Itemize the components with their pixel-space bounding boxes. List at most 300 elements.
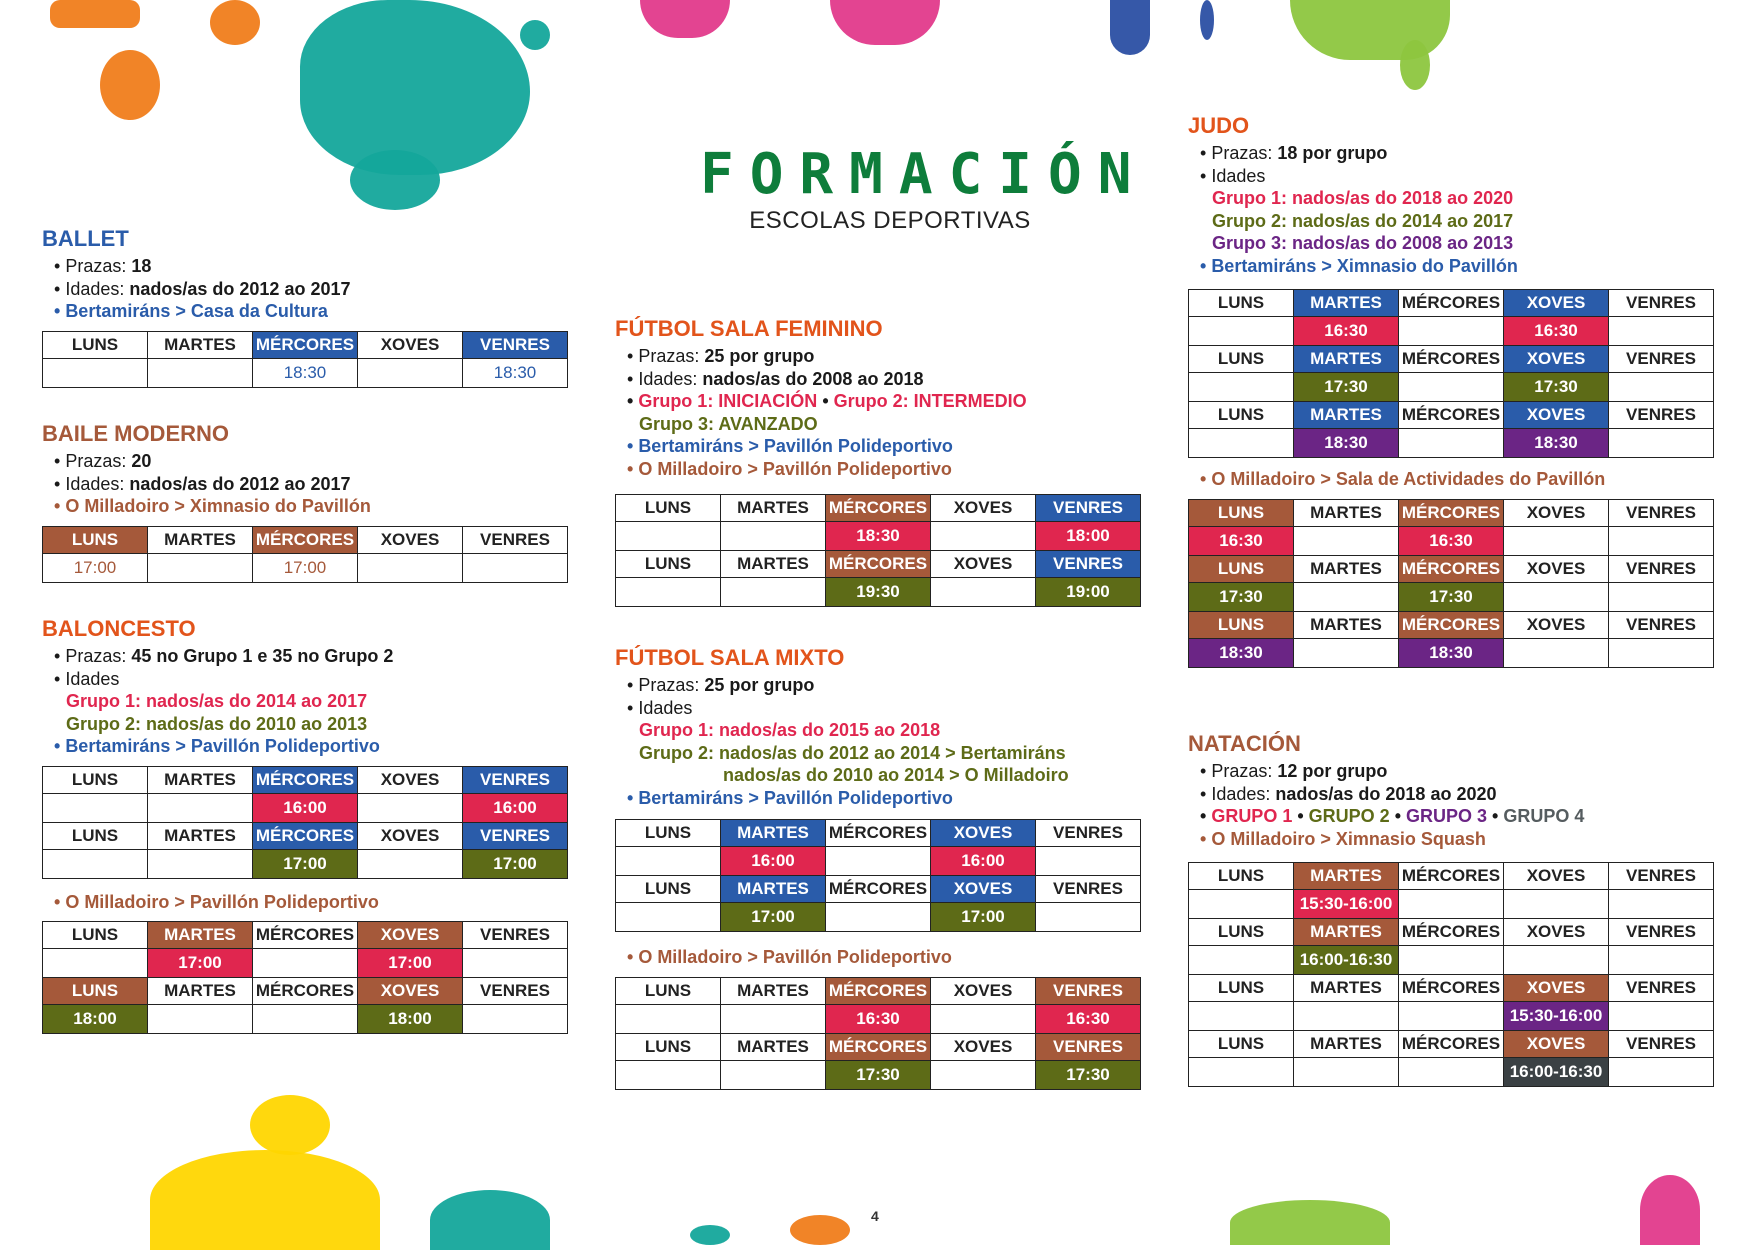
time-row xyxy=(616,578,1141,607)
page-header xyxy=(700,142,1148,235)
day-header-cell: VENRES xyxy=(463,526,568,553)
time-row xyxy=(43,358,568,387)
page-subtitle: ESCOLAS DEPORTIVAS xyxy=(749,207,1031,234)
time-slot-cell: 18:30 xyxy=(826,522,931,551)
empty-cell xyxy=(358,849,463,878)
day-header-cell: VENRES xyxy=(1036,495,1141,522)
day-header-cell: VENRES xyxy=(1609,290,1714,317)
time-slot-cell: 18:30 xyxy=(1399,638,1504,667)
day-header-cell: XOVES xyxy=(931,876,1036,903)
day-header-cell: MÉRCORES xyxy=(826,495,931,522)
section-title: BALLET xyxy=(42,226,129,251)
day-header-cell: LUNS xyxy=(1189,402,1294,429)
day-header-cell: MARTES xyxy=(148,766,253,793)
time-row xyxy=(43,793,568,822)
section-ballet xyxy=(42,226,568,388)
grupo1-line: Grupo 1: nados/as do 2015 ao 2018 xyxy=(639,720,941,740)
empty-cell xyxy=(1294,582,1399,611)
empty-cell xyxy=(1504,946,1609,975)
empty-cell xyxy=(358,358,463,387)
empty-cell xyxy=(253,1005,358,1034)
day-header-cell: MÉRCORES xyxy=(253,922,358,949)
time-row xyxy=(1189,638,1714,667)
time-slot-cell: 16:00 xyxy=(253,793,358,822)
day-header-cell: XOVES xyxy=(1504,555,1609,582)
grupo1-line: Grupo 1: nados/as do 2014 ao 2017 xyxy=(66,691,368,711)
section-title: NATACIÓN xyxy=(1188,731,1301,756)
time-slot-cell: 16:00-16:30 xyxy=(1504,1058,1609,1087)
idades-line: • Idades: nados/as do 2012 ao 2017 xyxy=(54,278,351,299)
grupo1-line: Grupo 1: nados/as do 2018 ao 2020 xyxy=(1212,188,1514,208)
empty-cell xyxy=(826,903,931,932)
time-slot-cell: 16:30 xyxy=(1504,317,1609,346)
day-header-cell: MÉRCORES xyxy=(826,820,931,847)
empty-cell xyxy=(1609,1058,1714,1087)
empty-cell xyxy=(1609,638,1714,667)
day-header-cell: MARTES xyxy=(1294,499,1399,526)
empty-cell xyxy=(148,358,253,387)
schedule-table xyxy=(615,819,1141,932)
day-header-cell: VENRES xyxy=(1609,611,1714,638)
time-row xyxy=(616,1060,1141,1089)
location-line: • O Milladoiro > Pavillón Polideportivo xyxy=(627,947,952,967)
day-header-row xyxy=(43,766,568,793)
time-slot-cell: 17:00 xyxy=(43,553,148,582)
empty-cell xyxy=(1504,890,1609,919)
day-header-row xyxy=(616,495,1141,522)
empty-cell xyxy=(931,522,1036,551)
prazas-line: • Prazas: 45 no Grupo 1 e 35 no Grupo 2 xyxy=(54,646,394,666)
location-line: • O Milladoiro > Pavillón Polideportivo xyxy=(627,458,952,479)
section-baile-moderno xyxy=(42,421,568,583)
day-header-cell: MARTES xyxy=(148,526,253,553)
day-header-row xyxy=(1189,555,1714,582)
location-line: • Bertamiráns > Pavillón Polideportivo xyxy=(627,436,953,456)
day-header-row xyxy=(1189,290,1714,317)
day-header-cell: LUNS xyxy=(43,822,148,849)
time-row xyxy=(1189,1058,1714,1087)
empty-cell xyxy=(148,1005,253,1034)
day-header-cell: XOVES xyxy=(358,978,463,1005)
empty-cell xyxy=(358,553,463,582)
day-header-cell: MARTES xyxy=(148,331,253,358)
day-header-cell: XOVES xyxy=(358,766,463,793)
prazas-line: • Prazas: 25 por grupo xyxy=(627,675,815,695)
schedule-table xyxy=(42,331,568,388)
section-title: FÚTBOL SALA FEMININO xyxy=(615,316,883,341)
time-slot-cell: 19:00 xyxy=(1036,578,1141,607)
time-slot-cell: 17:30 xyxy=(1504,373,1609,402)
day-header-cell: LUNS xyxy=(1189,863,1294,890)
time-slot-cell: 17:00 xyxy=(463,849,568,878)
empty-cell xyxy=(43,358,148,387)
empty-cell xyxy=(1609,890,1714,919)
empty-cell xyxy=(1036,903,1141,932)
empty-cell xyxy=(1399,373,1504,402)
day-header-cell: LUNS xyxy=(43,978,148,1005)
empty-cell xyxy=(1189,317,1294,346)
day-header-cell: VENRES xyxy=(1609,555,1714,582)
day-header-cell: MARTES xyxy=(1294,919,1399,946)
empty-cell xyxy=(1609,946,1714,975)
day-header-cell: VENRES xyxy=(1609,1031,1714,1058)
day-header-cell: VENRES xyxy=(1036,977,1141,1004)
time-row xyxy=(616,903,1141,932)
grupo3-line: Grupo 3: nados/as do 2008 ao 2013 xyxy=(1212,233,1514,253)
day-header-cell: XOVES xyxy=(1504,611,1609,638)
empty-cell xyxy=(1294,1002,1399,1031)
time-row xyxy=(1189,1002,1714,1031)
location-line: • O Milladoiro > Sala de Actividades do Pavillón xyxy=(1200,469,1606,489)
day-header-cell: XOVES xyxy=(358,526,463,553)
location-line: • Bertamiráns > Casa da Cultura xyxy=(54,301,328,321)
day-header-cell: VENRES xyxy=(1609,499,1714,526)
day-header-cell: MÉRCORES xyxy=(826,551,931,578)
day-header-cell: XOVES xyxy=(1504,402,1609,429)
location-line: • O Milladoiro > Pavillón Polideportivo xyxy=(54,891,379,912)
day-header-cell: MÉRCORES xyxy=(1399,402,1504,429)
schedule-table xyxy=(1188,499,1714,668)
empty-cell xyxy=(1609,582,1714,611)
day-header-cell: MARTES xyxy=(721,977,826,1004)
section-title: JUDO xyxy=(1188,113,1250,138)
empty-cell xyxy=(931,578,1036,607)
time-slot-cell: 16:30 xyxy=(1399,526,1504,555)
empty-cell xyxy=(463,949,568,978)
day-header-row xyxy=(1189,499,1714,526)
time-slot-cell: 17:30 xyxy=(1399,582,1504,611)
time-slot-cell: 17:00 xyxy=(721,903,826,932)
time-slot-cell: 16:30 xyxy=(1189,526,1294,555)
day-header-cell: MARTES xyxy=(1294,1031,1399,1058)
day-header-cell: LUNS xyxy=(43,766,148,793)
time-slot-cell: 16:00 xyxy=(721,847,826,876)
time-slot-cell: 18:00 xyxy=(1036,522,1141,551)
time-slot-cell: 18:30 xyxy=(1189,638,1294,667)
empty-cell xyxy=(1189,429,1294,458)
time-slot-cell: 17:00 xyxy=(253,553,358,582)
day-header-cell: VENRES xyxy=(463,822,568,849)
day-header-cell: LUNS xyxy=(1189,290,1294,317)
day-header-row xyxy=(43,922,568,949)
schedule-table xyxy=(42,921,568,1034)
time-slot-cell: 18:30 xyxy=(1294,429,1399,458)
empty-cell xyxy=(721,522,826,551)
empty-cell xyxy=(1504,582,1609,611)
grupo2-line: Grupo 2: nados/as do 2012 ao 2014 > Bertamiráns xyxy=(639,742,1066,763)
time-row xyxy=(616,1004,1141,1033)
section-futbol-sala-mixto xyxy=(615,645,1141,1090)
day-header-cell: VENRES xyxy=(1609,863,1714,890)
day-header-cell: XOVES xyxy=(358,331,463,358)
day-header-cell: MARTES xyxy=(148,822,253,849)
time-slot-cell: 18:00 xyxy=(358,1005,463,1034)
day-header-cell: XOVES xyxy=(1504,290,1609,317)
day-header-cell: VENRES xyxy=(1036,551,1141,578)
day-header-row xyxy=(616,1033,1141,1060)
day-header-cell: LUNS xyxy=(1189,499,1294,526)
day-header-cell: MARTES xyxy=(721,495,826,522)
day-header-cell: VENRES xyxy=(1609,975,1714,1002)
empty-cell xyxy=(1189,373,1294,402)
day-header-cell: XOVES xyxy=(931,1033,1036,1060)
day-header-row xyxy=(616,977,1141,1004)
empty-cell xyxy=(148,849,253,878)
day-header-cell: MARTES xyxy=(1294,975,1399,1002)
location-line: • Bertamiráns > Ximnasio do Pavillón xyxy=(1200,255,1518,276)
day-header-cell: MARTES xyxy=(1294,290,1399,317)
grupo3-line: Grupo 3: AVANZADO xyxy=(639,413,818,434)
day-header-cell: XOVES xyxy=(1504,863,1609,890)
time-slot-cell: 17:00 xyxy=(931,903,1036,932)
day-header-cell: MÉRCORES xyxy=(1399,975,1504,1002)
day-header-cell: MÉRCORES xyxy=(826,977,931,1004)
empty-cell xyxy=(43,849,148,878)
day-header-cell: MARTES xyxy=(1294,863,1399,890)
day-header-cell: MARTES xyxy=(1294,555,1399,582)
location-line: • O Milladoiro > Ximnasio Squash xyxy=(1200,828,1486,849)
time-row xyxy=(1189,582,1714,611)
empty-cell xyxy=(43,793,148,822)
location-line: • Bertamiráns > Pavillón Polideportivo xyxy=(627,787,953,808)
schedule-table xyxy=(42,526,568,583)
empty-cell xyxy=(1609,317,1714,346)
empty-cell xyxy=(616,522,721,551)
day-header-cell: MARTES xyxy=(721,1033,826,1060)
day-header-cell: MÉRCORES xyxy=(253,978,358,1005)
day-header-cell: MÉRCORES xyxy=(826,1033,931,1060)
day-header-cell: VENRES xyxy=(463,331,568,358)
time-slot-cell: 17:30 xyxy=(1294,373,1399,402)
empty-cell xyxy=(253,949,358,978)
day-header-cell: VENRES xyxy=(1036,820,1141,847)
time-slot-cell: 15:30-16:00 xyxy=(1504,1002,1609,1031)
day-header-cell: MÉRCORES xyxy=(253,822,358,849)
page-number: 4 xyxy=(871,1208,879,1224)
day-header-cell: MÉRCORES xyxy=(1399,499,1504,526)
day-header-cell: LUNS xyxy=(1189,346,1294,373)
day-header-cell: LUNS xyxy=(1189,1031,1294,1058)
day-header-cell: XOVES xyxy=(1504,975,1609,1002)
empty-cell xyxy=(1294,526,1399,555)
day-header-cell: XOVES xyxy=(1504,919,1609,946)
empty-cell xyxy=(1609,526,1714,555)
day-header-cell: LUNS xyxy=(43,922,148,949)
day-header-cell: XOVES xyxy=(931,977,1036,1004)
day-header-cell: MÉRCORES xyxy=(1399,611,1504,638)
day-header-row xyxy=(1189,402,1714,429)
day-header-cell: MARTES xyxy=(721,820,826,847)
empty-cell xyxy=(1294,1058,1399,1087)
day-header-cell: VENRES xyxy=(1609,346,1714,373)
location-line: • O Milladoiro > Ximnasio do Pavillón xyxy=(54,496,371,516)
day-header-cell: LUNS xyxy=(1189,555,1294,582)
prazas-line: • Prazas: 18 por grupo xyxy=(1200,143,1388,163)
day-header-row xyxy=(1189,611,1714,638)
time-slot-cell: 18:30 xyxy=(253,358,358,387)
grupo2-line: Grupo 2: nados/as do 2014 ao 2017 xyxy=(1212,210,1514,231)
section-title: FÚTBOL SALA MIXTO xyxy=(615,645,845,670)
day-header-cell: VENRES xyxy=(1036,1033,1141,1060)
empty-cell xyxy=(1189,1002,1294,1031)
time-row xyxy=(1189,429,1714,458)
day-header-cell: MÉRCORES xyxy=(253,766,358,793)
day-header-cell: MÉRCORES xyxy=(1399,555,1504,582)
day-header-row xyxy=(616,876,1141,903)
time-slot-cell: 16:00 xyxy=(463,793,568,822)
time-slot-cell: 17:30 xyxy=(1189,582,1294,611)
day-header-cell: XOVES xyxy=(931,820,1036,847)
empty-cell xyxy=(1609,1002,1714,1031)
day-header-cell: XOVES xyxy=(1504,346,1609,373)
day-header-cell: XOVES xyxy=(1504,1031,1609,1058)
time-row xyxy=(1189,526,1714,555)
day-header-row xyxy=(43,331,568,358)
time-slot-cell: 17:30 xyxy=(1036,1060,1141,1089)
day-header-cell: MARTES xyxy=(148,978,253,1005)
empty-cell xyxy=(1399,1058,1504,1087)
idades-line: • Idades: nados/as do 2018 ao 2020 xyxy=(1200,783,1497,804)
day-header-row xyxy=(1189,919,1714,946)
day-header-cell: LUNS xyxy=(616,551,721,578)
idades-line: • Idades xyxy=(627,697,693,718)
day-header-cell: MARTES xyxy=(1294,611,1399,638)
prazas-line: • Prazas: 12 por grupo xyxy=(1200,761,1388,781)
day-header-cell: VENRES xyxy=(1609,919,1714,946)
day-header-cell: LUNS xyxy=(1189,611,1294,638)
schedule-table xyxy=(1188,289,1714,458)
empty-cell xyxy=(616,578,721,607)
empty-cell xyxy=(931,1060,1036,1089)
empty-cell xyxy=(148,793,253,822)
time-slot-cell: 18:30 xyxy=(1504,429,1609,458)
time-slot-cell: 16:00 xyxy=(931,847,1036,876)
day-header-row xyxy=(1189,1031,1714,1058)
time-slot-cell: 15:30-16:00 xyxy=(1294,890,1399,919)
empty-cell xyxy=(43,949,148,978)
time-slot-cell: 17:00 xyxy=(148,949,253,978)
section-judo xyxy=(1188,113,1714,668)
day-header-cell: VENRES xyxy=(1036,876,1141,903)
empty-cell xyxy=(616,847,721,876)
grupos-line: • GRUPO 1 • GRUPO 2 • GRUPO 3 • GRUPO 4 xyxy=(1200,806,1585,826)
day-header-cell: XOVES xyxy=(931,551,1036,578)
time-slot-cell: 16:30 xyxy=(1036,1004,1141,1033)
prazas-line: • Prazas: 18 xyxy=(54,256,152,276)
empty-cell xyxy=(616,1060,721,1089)
empty-cell xyxy=(1609,429,1714,458)
day-header-cell: XOVES xyxy=(931,495,1036,522)
time-row xyxy=(43,849,568,878)
empty-cell xyxy=(1399,429,1504,458)
day-header-cell: VENRES xyxy=(463,922,568,949)
day-header-cell: XOVES xyxy=(358,922,463,949)
day-header-row xyxy=(616,551,1141,578)
time-slot-cell: 18:00 xyxy=(43,1005,148,1034)
idades-line: • Idades: nados/as do 2008 ao 2018 xyxy=(627,368,924,389)
day-header-row xyxy=(43,526,568,553)
time-row xyxy=(43,1005,568,1034)
day-header-cell: LUNS xyxy=(616,1033,721,1060)
empty-cell xyxy=(1399,317,1504,346)
day-header-cell: LUNS xyxy=(616,820,721,847)
day-header-cell: LUNS xyxy=(1189,919,1294,946)
day-header-cell: XOVES xyxy=(1504,499,1609,526)
empty-cell xyxy=(463,553,568,582)
day-header-cell: MÉRCORES xyxy=(253,331,358,358)
section-baloncesto xyxy=(42,616,568,1034)
time-slot-cell: 16:30 xyxy=(1294,317,1399,346)
time-slot-cell: 18:30 xyxy=(463,358,568,387)
empty-cell xyxy=(721,1060,826,1089)
schedule-table xyxy=(1188,862,1714,1087)
day-header-cell: MÉRCORES xyxy=(1399,290,1504,317)
day-header-row xyxy=(616,820,1141,847)
time-slot-cell: 17:30 xyxy=(826,1060,931,1089)
day-header-cell: MÉRCORES xyxy=(1399,346,1504,373)
time-row xyxy=(1189,317,1714,346)
day-header-cell: MARTES xyxy=(1294,346,1399,373)
grupo2-line: Grupo 2: nados/as do 2010 ao 2013 xyxy=(66,713,368,734)
location-line: • Bertamiráns > Pavillón Polideportivo xyxy=(54,736,380,756)
day-header-cell: LUNS xyxy=(616,495,721,522)
section-title: BALONCESTO xyxy=(42,616,196,641)
day-header-cell: MÉRCORES xyxy=(253,526,358,553)
schedule-table xyxy=(615,494,1141,607)
time-row xyxy=(616,522,1141,551)
day-header-cell: MARTES xyxy=(148,922,253,949)
time-row xyxy=(1189,373,1714,402)
time-slot-cell: 17:00 xyxy=(358,949,463,978)
empty-cell xyxy=(826,847,931,876)
grupo2-line-b: nados/as do 2010 ao 2014 > O Milladoiro xyxy=(723,765,1069,785)
section-futbol-sala-feminino xyxy=(615,316,1141,607)
empty-cell xyxy=(616,1004,721,1033)
empty-cell xyxy=(358,793,463,822)
time-slot-cell: 16:30 xyxy=(826,1004,931,1033)
day-header-cell: LUNS xyxy=(616,977,721,1004)
empty-cell xyxy=(1189,946,1294,975)
day-header-cell: MÉRCORES xyxy=(1399,863,1504,890)
empty-cell xyxy=(721,578,826,607)
day-header-cell: VENRES xyxy=(463,978,568,1005)
time-row xyxy=(1189,890,1714,919)
empty-cell xyxy=(616,903,721,932)
prazas-line: • Prazas: 25 por grupo xyxy=(627,346,815,366)
idades-line: • Idades xyxy=(1200,165,1266,186)
empty-cell xyxy=(1189,1058,1294,1087)
day-header-row xyxy=(1189,975,1714,1002)
idades-line: • Idades: nados/as do 2012 ao 2017 xyxy=(54,473,351,494)
day-header-row xyxy=(43,978,568,1005)
day-header-row xyxy=(43,822,568,849)
time-row xyxy=(43,553,568,582)
day-header-row xyxy=(1189,863,1714,890)
empty-cell xyxy=(1504,526,1609,555)
time-row xyxy=(616,847,1141,876)
page-title: FORMACIÓN xyxy=(700,142,1148,207)
grupos-line: • Grupo 1: INICIACIÓN • Grupo 2: INTERMEDIO xyxy=(627,391,1027,411)
day-header-cell: MARTES xyxy=(1294,402,1399,429)
day-header-cell: MÉRCORES xyxy=(1399,1031,1504,1058)
day-header-cell: MÉRCORES xyxy=(826,876,931,903)
empty-cell xyxy=(1399,890,1504,919)
time-slot-cell: 17:00 xyxy=(253,849,358,878)
section-natacion xyxy=(1188,731,1714,1087)
schedule-table xyxy=(42,766,568,879)
day-header-cell: MARTES xyxy=(721,876,826,903)
day-header-cell: LUNS xyxy=(616,876,721,903)
